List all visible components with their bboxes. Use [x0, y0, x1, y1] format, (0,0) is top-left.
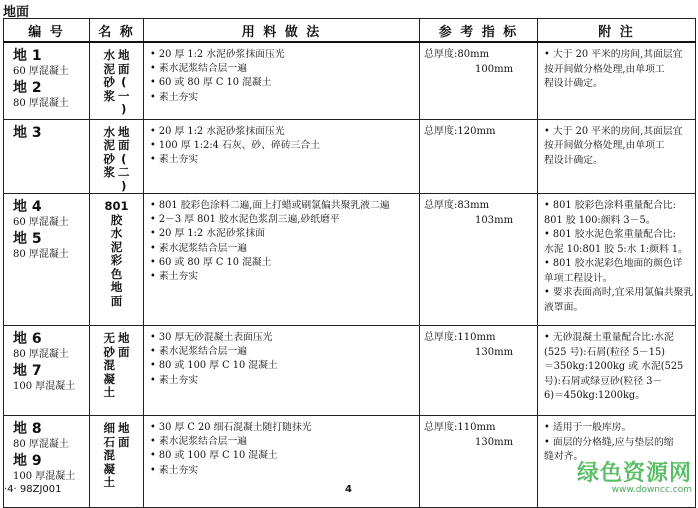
- name-char: 凝: [103, 461, 115, 476]
- total-thickness: 总厚度:120mm: [424, 125, 496, 137]
- name-cell: [90, 416, 144, 508]
- name-char: 面: [118, 434, 130, 449]
- name-char: (: [121, 151, 127, 166]
- method-step: • 素水泥浆结合层一遍: [150, 63, 248, 75]
- name-char: 地: [118, 124, 130, 139]
- table-row: [4, 194, 696, 326]
- note-line: 6)＝450kg:1200kg。: [544, 390, 645, 401]
- method-step: • 60 或 80 厚 C 10 混凝土: [150, 256, 272, 268]
- header-name: 名 称: [90, 19, 144, 43]
- note-line: (525 号):石屑(粒径 5－15): [544, 346, 665, 358]
- name-char: 石: [103, 434, 115, 449]
- method-step: • 20 厚 1:2 水泥砂浆抹面: [150, 228, 266, 240]
- method-cell: [144, 416, 420, 508]
- name-char: 泥: [110, 239, 123, 254]
- name-char: 凝: [103, 371, 115, 386]
- footer-page-number: 4: [345, 484, 352, 495]
- name-cell: [90, 119, 144, 194]
- name-cell: [90, 42, 144, 119]
- note-line: 单项工程设计。: [544, 272, 613, 284]
- item-code: 地 6: [13, 331, 42, 347]
- table-row: [4, 119, 696, 194]
- note-line: • 适用于一般库房。: [544, 422, 632, 433]
- method-step: • 素水泥浆结合层一遍: [150, 346, 248, 358]
- method-step: • 80 或 100 厚 C 10 混凝土: [150, 360, 278, 372]
- name-column: [104, 200, 128, 308]
- reference-cell: [420, 119, 538, 194]
- method-step: • 素水泥浆结合层一遍: [150, 436, 248, 448]
- code-cell: [4, 326, 90, 416]
- note-line: 程设计确定。: [544, 154, 603, 166]
- item-code: 地 7: [13, 363, 42, 379]
- item-code-variant: 60 厚混凝土: [13, 66, 69, 77]
- total-thickness: 100mm: [475, 63, 514, 75]
- name-char: 混: [103, 358, 115, 372]
- header-code: 编 号: [4, 19, 90, 43]
- note-line: 按开间做分格处理,由单项工: [544, 63, 665, 75]
- table-header-row: [4, 19, 696, 43]
- item-code-variant: 100 厚混凝土: [13, 471, 76, 482]
- name-char: 801: [104, 199, 129, 213]
- name-char: ): [121, 102, 127, 116]
- total-thickness: 总厚度:110mm: [424, 332, 496, 343]
- note-line: 按开间做分格处理,由单项工: [544, 140, 665, 151]
- name-char: 水: [103, 48, 115, 62]
- name-char: 砂: [103, 344, 115, 359]
- header-method: 用 料 做 法: [144, 19, 420, 43]
- header-note: 附 注: [538, 19, 696, 43]
- note-line: 水泥 10:801 胶 5:水 1:颜料 1。: [544, 243, 688, 255]
- note-line: 号):石屑或绿豆砂(粒径 3－: [544, 375, 663, 387]
- method-step: • 30 厚无砂混凝土表面压光: [150, 332, 273, 343]
- section-title: 地面: [3, 5, 30, 20]
- method-step: • 100 厚 1:2:4 石灰、砂、碎砖三合土: [150, 139, 321, 151]
- name-column: [118, 332, 130, 400]
- name-char: 地: [110, 280, 123, 294]
- name-char: 地: [118, 421, 130, 435]
- note-line: • 801 胶彩色涂料重量配合比:: [544, 200, 676, 211]
- item-code-variant: 80 厚混凝土: [13, 249, 69, 260]
- name-column: [104, 126, 116, 194]
- note-line: • 无砂混凝土重量配合比:水泥: [544, 332, 674, 343]
- method-step: • 80 或 100 厚 C 10 混凝土: [150, 450, 278, 462]
- item-code-variant: 80 厚混凝土: [13, 439, 69, 450]
- name-char: 土: [103, 475, 115, 489]
- watermark-text: 绿色资源网: [576, 461, 692, 486]
- method-step: • 素土夯实: [150, 153, 199, 165]
- total-thickness: 130mm: [475, 346, 514, 358]
- method-step: • 20 厚 1:2 水泥砂浆抹面压光: [150, 49, 285, 60]
- total-thickness: 103mm: [475, 214, 514, 226]
- total-thickness: 130mm: [475, 436, 514, 448]
- method-step: • 60 或 80 厚 C 10 混凝土: [150, 77, 272, 89]
- name-cell: [90, 326, 144, 416]
- name-char: 砂: [103, 151, 115, 166]
- method-step: • 801 胶彩色涂料二遍,面上打蜡或刷氯偏共聚乳液二遍: [150, 200, 390, 211]
- item-code: 地 1: [13, 48, 42, 64]
- note-line: 缝对齐。: [544, 451, 584, 462]
- note-line: 液罩面。: [544, 301, 584, 313]
- method-step: • 30 厚 C 20 细石混凝土随打随抹光: [150, 422, 312, 433]
- name-char: 胶: [110, 212, 123, 227]
- item-code: 地 4: [13, 199, 42, 215]
- name-char: 彩: [110, 253, 123, 267]
- name-cell: [90, 194, 144, 326]
- total-thickness: 总厚度:80mm: [424, 49, 490, 60]
- name-char: 浆: [103, 88, 115, 103]
- name-column: [118, 49, 130, 117]
- note-cell: [538, 119, 696, 194]
- note-line: • 801 胶水泥色浆重量配合比:: [544, 229, 676, 240]
- note-line: • 大于 20 平米的房间,其面层宜: [544, 125, 683, 137]
- name-column: [104, 49, 116, 117]
- item-code-variant: 80 厚混凝土: [13, 349, 69, 360]
- method-step: • 素土夯实: [150, 464, 199, 476]
- name-char: ): [121, 178, 127, 193]
- code-cell: [4, 194, 90, 326]
- item-code: 地 5: [13, 231, 42, 247]
- method-cell: [144, 119, 420, 194]
- method-step: • 素水泥浆结合层一遍: [150, 242, 248, 254]
- name-char: 泥: [103, 138, 115, 152]
- method-cell: [144, 326, 420, 416]
- method-cell: [144, 194, 420, 326]
- method-cell: [144, 42, 420, 119]
- name-char: 地: [118, 48, 130, 62]
- item-code: 地 8: [13, 421, 42, 437]
- name-char: 面: [118, 138, 130, 152]
- name-char: 砂: [103, 75, 115, 89]
- item-code-variant: 80 厚混凝土: [13, 98, 69, 109]
- name-char: 土: [103, 385, 115, 399]
- name-char: 水: [110, 226, 123, 240]
- reference-cell: [420, 194, 538, 326]
- note-line: 程设计确定。: [544, 78, 603, 89]
- table-row: [4, 326, 696, 416]
- reference-cell: [420, 416, 538, 508]
- name-char: 细: [103, 421, 115, 435]
- note-line: • 801 胶水泥彩色地面的颜色详: [544, 258, 683, 269]
- method-step: • 素土夯实: [150, 91, 199, 103]
- item-code: 地 2: [13, 80, 42, 96]
- total-thickness: 总厚度:83mm: [424, 200, 490, 211]
- watermark-logo: [577, 456, 692, 495]
- name-char: 色: [110, 266, 123, 281]
- item-code-variant: 60 厚混凝土: [13, 217, 69, 228]
- method-step: • 素土夯实: [150, 374, 199, 386]
- item-code: 地 3: [13, 124, 42, 141]
- method-step: • 2－3 厚 801 胶水泥色浆刮三遍,砂纸磨平: [150, 214, 340, 226]
- name-char: 混: [103, 448, 115, 462]
- header-ref: 参 考 指 标: [420, 19, 538, 43]
- name-char: 地: [118, 331, 130, 345]
- total-thickness: 总厚度:110mm: [424, 422, 496, 433]
- note-cell: [538, 42, 696, 119]
- note-line: • 面层的分格缝,应与垫层的缩: [544, 436, 674, 448]
- footer-code: ·4· 98ZJ001: [4, 484, 62, 495]
- item-code-variant: 100 厚混凝土: [13, 381, 76, 392]
- name-char: 水: [103, 124, 115, 139]
- note-line: 801 胶 100:颜料 3－5。: [544, 214, 656, 226]
- specification-table: [3, 18, 696, 508]
- name-char: 面: [118, 344, 130, 359]
- name-char: 浆: [103, 165, 115, 179]
- name-column: [118, 126, 130, 194]
- code-cell: [4, 119, 90, 194]
- name-char: 无: [103, 331, 115, 345]
- name-column: [104, 422, 116, 490]
- item-code: 地 9: [13, 453, 42, 469]
- method-step: • 20 厚 1:2 水泥砂浆抹面压光: [150, 125, 285, 137]
- reference-cell: [420, 326, 538, 416]
- name-char: 泥: [103, 61, 115, 76]
- watermark-url: www.downcc.com: [611, 485, 692, 495]
- note-line: • 大于 20 平米的房间,其面层宜: [544, 49, 683, 60]
- name-char: 面: [118, 61, 130, 76]
- name-column: [104, 332, 116, 400]
- name-char: 面: [110, 293, 123, 308]
- table-row: [4, 42, 696, 119]
- code-cell: [4, 42, 90, 119]
- name-char: 一: [118, 88, 130, 103]
- name-char: (: [121, 75, 127, 89]
- note-line: ＝350kg:1200kg 或 水泥(525: [544, 361, 684, 372]
- note-line: • 要求表面高时,宜采用氯偏共聚乳: [544, 287, 694, 298]
- note-cell: [538, 326, 696, 416]
- name-column: [118, 422, 130, 490]
- method-step: • 素土夯实: [150, 271, 199, 283]
- name-char: 二: [118, 165, 130, 179]
- reference-cell: [420, 42, 538, 119]
- note-cell: [538, 194, 696, 326]
